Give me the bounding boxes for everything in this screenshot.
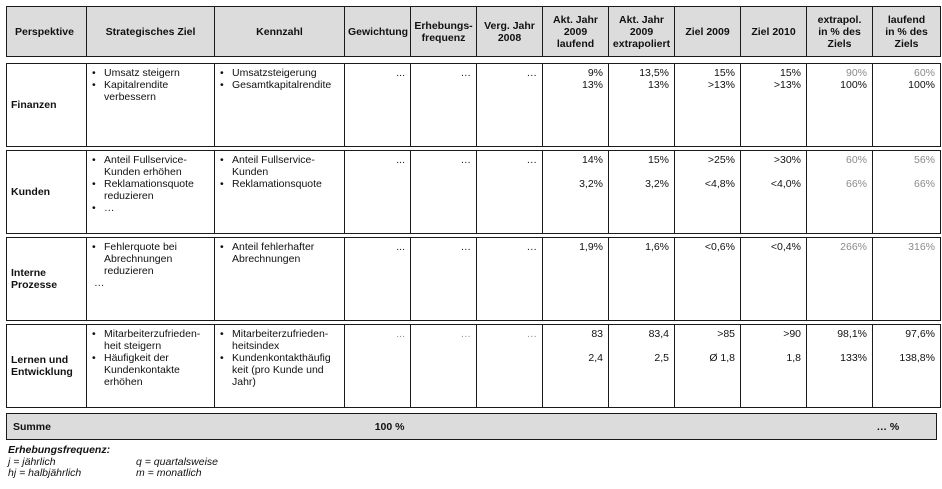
akt-extra-values <box>609 151 675 234</box>
value: >85 <box>717 328 735 340</box>
value: 66% <box>845 178 867 190</box>
value: >90 <box>783 328 801 340</box>
value: <0,6% <box>704 241 735 253</box>
value: >30% <box>773 154 801 166</box>
ziele-cell <box>87 151 215 234</box>
row-finanzen <box>6 63 941 147</box>
value: Ø 1,8 <box>709 352 735 364</box>
header-akt-jahr-extrapoliert: Akt. Jahr 2009 extrapoliert <box>609 7 675 57</box>
perspektive-label: Finanzen <box>7 64 87 147</box>
verg2008-value: … <box>477 325 543 408</box>
perspektive-label: Interne Prozesse <box>7 238 87 321</box>
ziel2010-values <box>741 151 807 234</box>
value: 83,4 <box>648 328 669 340</box>
value: 266% <box>840 241 867 253</box>
value: 3,2% <box>579 178 603 190</box>
value: 13,5% <box>639 67 669 79</box>
value: 90% <box>845 67 867 79</box>
erhebung-value: … <box>411 238 477 321</box>
kennzahl-item: • Umsatzsteigerung <box>220 67 339 79</box>
value: 1,6% <box>645 241 669 253</box>
value: >13% <box>707 79 735 91</box>
ziele-cell <box>87 238 215 321</box>
legend-jaehrlich: j = jährlich <box>8 456 56 468</box>
legend-halbjaehrlich: hj = halbjährlich <box>8 467 82 479</box>
laufend-values <box>873 238 941 321</box>
ziel-item: • … <box>92 202 209 214</box>
table-header <box>6 6 941 57</box>
summe-gewichtung: 100 % <box>87 414 411 440</box>
value: 2,5 <box>654 352 669 364</box>
value: 14% <box>581 154 603 166</box>
value: >13% <box>773 79 801 91</box>
summe-spacer <box>411 414 871 440</box>
erhebung-value: … <box>411 64 477 147</box>
value: 13% <box>647 79 669 91</box>
ziel2009-values <box>675 238 741 321</box>
gewichtung-value: ... <box>345 151 411 234</box>
laufend-values <box>873 325 941 408</box>
akt-laufend-values <box>543 64 609 147</box>
ziel-item: • Fehlerquote bei Abrechnungen reduzieren <box>92 241 209 277</box>
ziel-extra: … <box>94 277 105 289</box>
value: 1,9% <box>579 241 603 253</box>
kennzahl-item: • Anteil fehlerhafter Abrechnungen <box>220 241 339 265</box>
value: 100% <box>908 79 935 91</box>
kennzahl-cell <box>215 325 345 408</box>
value: 83 <box>591 328 603 340</box>
value: 15% <box>779 67 801 79</box>
akt-extra-values <box>609 238 675 321</box>
kennzahl-item: • Kundenkontakthäufig keit (pro Kunde und Jahr) <box>220 352 339 388</box>
laufend-values <box>873 64 941 147</box>
value: 2,4 <box>588 352 603 364</box>
value: 316% <box>908 241 935 253</box>
value: >25% <box>707 154 735 166</box>
header-erhebungsfrequenz: Erhebungs- frequenz <box>411 7 477 57</box>
akt-extra-values <box>609 64 675 147</box>
ziel-item: • Anteil Fullservice-Kunden erhöhen <box>92 154 209 178</box>
summe-ergebnis: … % <box>871 414 937 440</box>
ziel-item: • Mitarbeiterzufrieden-heit steigern <box>92 328 209 352</box>
perspektive-label: Lernen und Entwicklung <box>7 325 87 408</box>
summe-label: Summe <box>7 414 87 440</box>
akt-extra-values <box>609 325 675 408</box>
legend-monatlich: m = monatlich <box>136 467 202 479</box>
legend-quartalsweise: q = quartalsweise <box>136 456 219 468</box>
ziele-cell <box>87 64 215 147</box>
header-akt-jahr-laufend: Akt. Jahr 2009 laufend <box>543 7 609 57</box>
row-kunden <box>6 150 941 234</box>
value: <4,8% <box>704 178 735 190</box>
akt-laufend-values <box>543 325 609 408</box>
ziel2010-values <box>741 325 807 408</box>
kennzahl-cell <box>215 64 345 147</box>
value: 3,2% <box>645 178 669 190</box>
ziel2009-values <box>675 325 741 408</box>
header-kennzahl: Kennzahl <box>215 7 345 57</box>
value: 56% <box>913 154 935 166</box>
ziel-item: • Reklamationsquote reduzieren <box>92 178 209 202</box>
verg2008-value: … <box>477 64 543 147</box>
legend-row <box>8 467 202 479</box>
verg2008-value: … <box>477 238 543 321</box>
value: 15% <box>713 67 735 79</box>
header-ziel-2009: Ziel 2009 <box>675 7 741 57</box>
value: <0,4% <box>770 241 801 253</box>
ziel2009-values <box>675 151 741 234</box>
akt-laufend-values <box>543 238 609 321</box>
ziel2010-values <box>741 64 807 147</box>
value: 60% <box>845 154 867 166</box>
header-extrapol-prozent: extrapol. in % des Ziels <box>807 7 873 57</box>
gewichtung-value: ... <box>345 64 411 147</box>
kennzahl-item: • Reklamationsquote <box>220 178 339 190</box>
laufend-values <box>873 151 941 234</box>
row-interne-prozesse <box>6 237 941 321</box>
header-perspektive: Perspektive <box>7 7 87 57</box>
row-lernen-und-entwicklung <box>6 324 941 408</box>
value: 60% <box>913 67 935 79</box>
erhebung-value: … <box>411 151 477 234</box>
header-verg-jahr-2008: Verg. Jahr 2008 <box>477 7 543 57</box>
gewichtung-value: ... <box>345 325 411 408</box>
value: 15% <box>647 154 669 166</box>
header-gewichtung: Gewichtung <box>345 7 411 57</box>
value: 13% <box>581 79 603 91</box>
extrapol-values <box>807 325 873 408</box>
gewichtung-value: ... <box>345 238 411 321</box>
kennzahl-cell <box>215 151 345 234</box>
header-ziel-2010: Ziel 2010 <box>741 7 807 57</box>
ziel-item: • Umsatz steigern <box>92 67 209 79</box>
value: 1,8 <box>786 352 801 364</box>
kennzahl-item: • Mitarbeiterzufrieden-heitsindex <box>220 328 339 352</box>
value: <4,0% <box>770 178 801 190</box>
summe-row <box>6 413 937 440</box>
header-laufend-prozent: laufend in % des Ziels <box>873 7 941 57</box>
erhebung-value: … <box>411 325 477 408</box>
perspektive-label: Kunden <box>7 151 87 234</box>
ziel-item: • Kapitalrendite verbessern <box>92 79 209 103</box>
extrapol-values <box>807 64 873 147</box>
ziel2010-values <box>741 238 807 321</box>
value: 66% <box>913 178 935 190</box>
akt-laufend-values <box>543 151 609 234</box>
extrapol-values <box>807 238 873 321</box>
kennzahl-cell <box>215 238 345 321</box>
value: 98,1% <box>837 328 867 340</box>
value: 97,6% <box>905 328 935 340</box>
value: 133% <box>840 352 867 364</box>
ziel-item: • Häufigkeit der Kundenkontakte erhöhen <box>92 352 209 388</box>
value: 100% <box>840 79 867 91</box>
value: 138,8% <box>899 352 935 364</box>
kennzahl-item: • Gesamtkapitalrendite <box>220 79 339 91</box>
header-strategisches-ziel: Strategisches Ziel <box>87 7 215 57</box>
ziel2009-values <box>675 64 741 147</box>
extrapol-values <box>807 151 873 234</box>
verg2008-value: … <box>477 151 543 234</box>
legend-title: Erhebungsfrequenz: <box>8 444 111 456</box>
ziele-cell <box>87 325 215 408</box>
value: 9% <box>587 67 603 79</box>
kennzahl-item: • Anteil Fullservice-Kunden <box>220 154 339 178</box>
